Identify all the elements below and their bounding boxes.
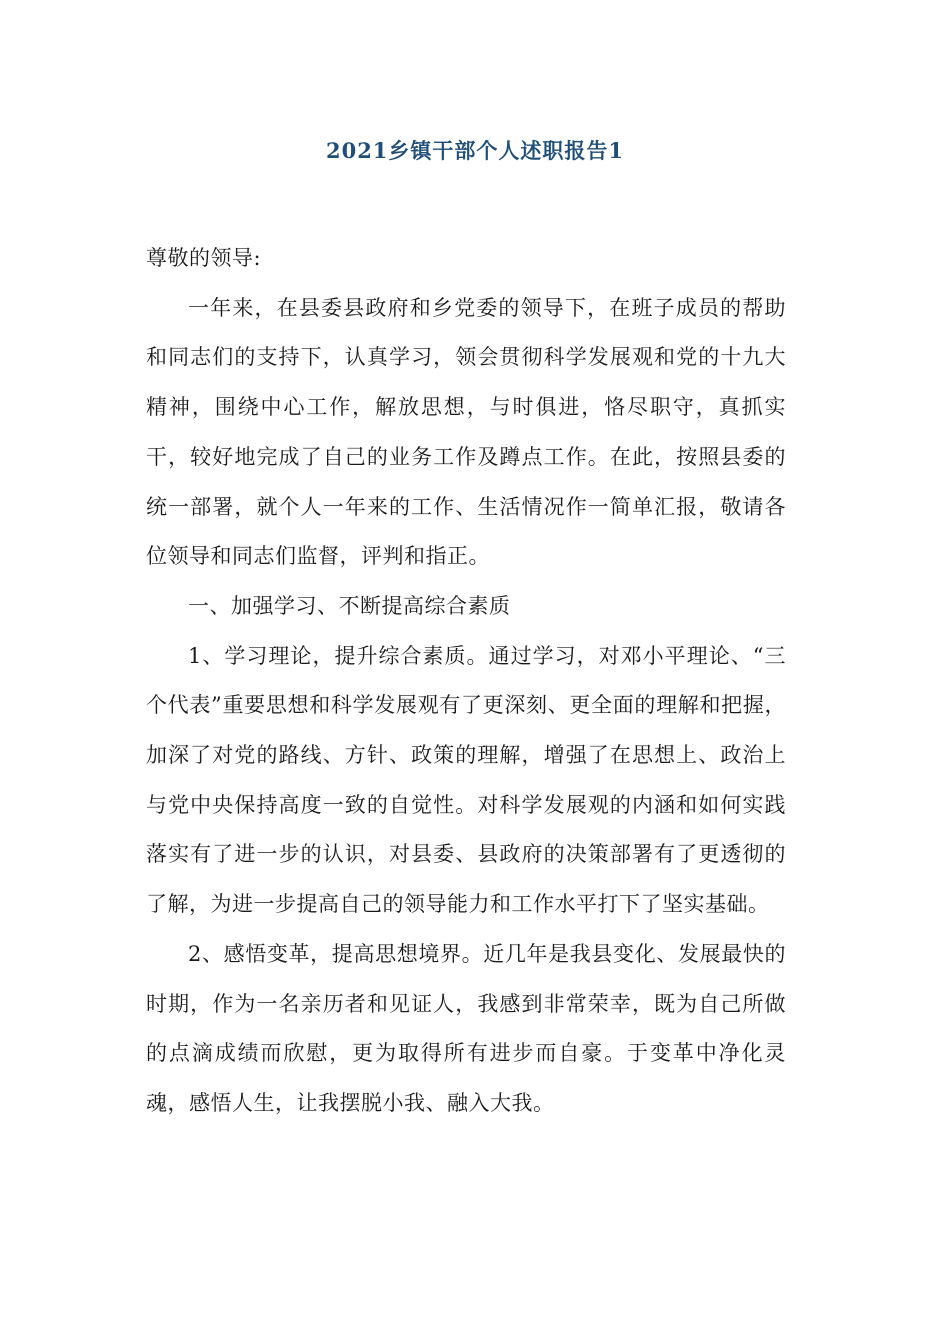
document-body: [146, 234, 786, 1129]
document-title: 2021乡镇干部个人述职报告1: [325, 138, 625, 163]
salutation: 尊敬的领导:: [146, 246, 262, 270]
paragraph-item-1: 1、学习理论，提升综合素质。通过学习，对邓小平理论、“三个代表”重要思想和科学发展观有了更深刻、更全面的理解和把握，加深了对党的路线、方针、政策的理解，增强了在思想上、政治上与党中央保持高度一致的自觉性。对科学发展观的内涵和如何实践落实有了进一步的认识，对县委、县政府的决策部署有了更透彻的了解，为进一步提高自己的领导能力和工作水平打下了坚实基础。: [146, 643, 786, 917]
paragraph-item-2: 2、感悟变革，提高思想境界。近几年是我县变化、发展最快的时期，作为一名亲历者和见证人，我感到非常荣幸，既为自己所做的点滴成绩而欣慰，更为取得所有进步而自豪。于变革中净化灵魂，感悟人生，让我摆脱小我、融入大我。: [146, 941, 786, 1115]
section-heading-1: 一、加强学习、不断提高综合素质: [188, 593, 511, 618]
paragraph-intro: 一年来，在县委县政府和乡党委的领导下，在班子成员的帮助和同志们的支持下，认真学习，领会贯彻科学发展观和党的十九大精神，围绕中心工作，解放思想，与时俱进，恪尽职守，真抓实干，较好地完成了自己的业务工作及蹲点工作。在此，按照县委的统一部署，就个人一年来的工作、生活情况作一简单汇报，敬请各位领导和同志们监督，评判和指正。: [146, 295, 786, 569]
